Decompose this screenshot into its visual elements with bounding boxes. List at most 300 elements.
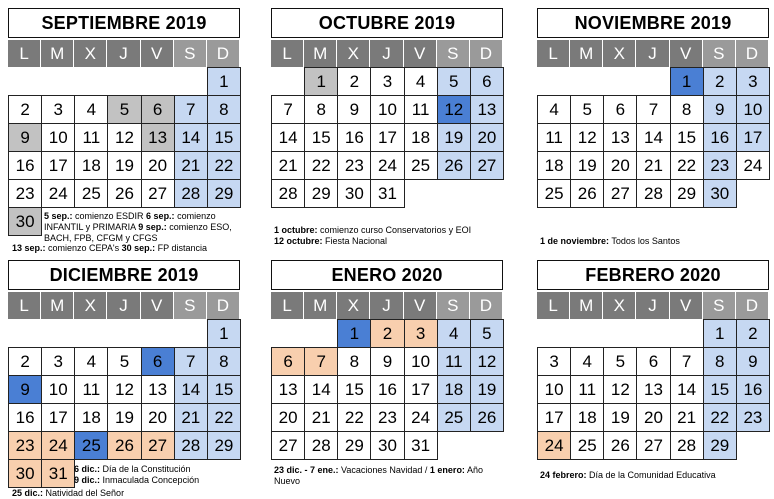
- month-title: NOVIEMBRE 2019: [537, 8, 769, 38]
- day-cell: 9: [337, 95, 371, 124]
- note-label: 1 octubre:: [274, 225, 318, 235]
- day-cell: 7: [670, 347, 704, 376]
- day-cell: 27: [141, 179, 175, 208]
- day-cell: 22: [207, 403, 241, 432]
- day-cell: 8: [670, 95, 704, 124]
- day-cell: 15: [703, 375, 737, 404]
- note-text: Día de la Comunidad Educativa: [586, 470, 716, 480]
- weekday-header: V: [141, 292, 174, 319]
- weekday-header: J: [370, 40, 403, 67]
- day-cell: 27: [470, 151, 504, 180]
- day-cell: 11: [570, 375, 604, 404]
- day-cell: 2: [370, 319, 404, 348]
- note-label: 13 sep.:: [12, 243, 46, 253]
- weekday-header: M: [570, 40, 603, 67]
- day-cell: 8: [703, 347, 737, 376]
- empty-cell: [141, 67, 175, 96]
- weekday-header: S: [703, 40, 736, 67]
- day-cell: 10: [736, 95, 770, 124]
- day-cell: 25: [404, 151, 438, 180]
- empty-cell: [271, 67, 305, 96]
- day-cell: 31: [370, 179, 404, 208]
- day-cell: 20: [271, 403, 305, 432]
- empty-cell: [8, 319, 42, 348]
- day-cell: 27: [636, 431, 670, 460]
- day-cell: 13: [603, 123, 637, 152]
- day-cell: 28: [636, 179, 670, 208]
- day-cell: 24: [41, 179, 75, 208]
- notes-diciembre: [74, 464, 244, 486]
- weekday-header: M: [304, 40, 337, 67]
- day-cell: 3: [537, 347, 571, 376]
- day-cell: 1: [703, 319, 737, 348]
- day-cell: 23: [8, 179, 42, 208]
- day-cell: 17: [41, 403, 75, 432]
- note-text: comienzo INFANTIL y PRIMARIA: [44, 211, 216, 232]
- day-cell: 5: [107, 347, 141, 376]
- day-cell: 20: [470, 123, 504, 152]
- day-cell: 9: [8, 123, 42, 152]
- day-cell: 9: [370, 347, 404, 376]
- day-cell: 12: [107, 123, 141, 152]
- day-cell: 2: [337, 67, 371, 96]
- weekday-header: D: [470, 292, 503, 319]
- empty-cell: [74, 67, 108, 96]
- day-cell: 3: [370, 67, 404, 96]
- note-label: 25 dic.:: [12, 488, 44, 498]
- empty-cell: [41, 319, 75, 348]
- note-label: 9 dic.:: [74, 475, 101, 485]
- note-text: comienzo curso Conservatorios y EOI: [317, 225, 472, 235]
- calendar-noviembre-2019: [537, 8, 769, 207]
- day-cell: 19: [437, 123, 471, 152]
- day-cell: 24: [41, 431, 75, 460]
- month-title: SEPTIEMBRE 2019: [8, 8, 240, 38]
- weekday-header: X: [603, 40, 636, 67]
- weekday-header: X: [337, 292, 370, 319]
- note-text: Natividad del Señor: [43, 488, 125, 498]
- day-cell: 21: [174, 403, 208, 432]
- weekday-header: L: [8, 292, 41, 319]
- day-cell: 3: [41, 95, 75, 124]
- note-label: 12 octubre:: [274, 236, 323, 246]
- notes-noviembre: [540, 236, 770, 247]
- day-cell: 10: [404, 347, 438, 376]
- day-cell: 4: [537, 95, 571, 124]
- day-cell: 17: [537, 403, 571, 432]
- note-label: 6 dic.:: [74, 464, 101, 474]
- weekday-header: L: [271, 40, 304, 67]
- day-cell: 28: [304, 431, 338, 460]
- day-cell: 6: [636, 347, 670, 376]
- day-cell: 30: [8, 459, 42, 488]
- day-grid: [8, 292, 240, 487]
- day-cell: 7: [174, 347, 208, 376]
- day-cell: 23: [8, 431, 42, 460]
- day-cell: 7: [174, 95, 208, 124]
- day-cell: 18: [437, 375, 471, 404]
- day-cell: 15: [337, 375, 371, 404]
- day-cell: 15: [304, 123, 338, 152]
- day-cell: 26: [570, 179, 604, 208]
- day-cell: 22: [304, 151, 338, 180]
- day-cell: 3: [736, 67, 770, 96]
- day-cell: 23: [703, 151, 737, 180]
- day-cell: 24: [736, 151, 770, 180]
- notes-diciembre-2: [12, 488, 212, 499]
- day-cell: 15: [207, 375, 241, 404]
- day-cell: 9: [8, 375, 42, 404]
- day-cell: 23: [337, 151, 371, 180]
- empty-cell: [570, 67, 604, 96]
- note-text: FP distancia: [155, 243, 208, 253]
- weekday-header: D: [207, 40, 240, 67]
- weekday-header: S: [703, 292, 736, 319]
- day-cell: 23: [370, 403, 404, 432]
- day-grid: [271, 40, 503, 207]
- note-text: comienzo ESDIR: [72, 211, 147, 221]
- calendar-octubre-2019: [271, 8, 503, 207]
- month-title: ENERO 2020: [271, 260, 503, 290]
- weekday-header: J: [107, 292, 140, 319]
- day-cell: 8: [337, 347, 371, 376]
- day-cell: 26: [470, 403, 504, 432]
- day-cell: 11: [74, 123, 108, 152]
- note-text: Día de la Constitución: [100, 464, 191, 474]
- day-cell: 26: [603, 431, 637, 460]
- day-cell: 14: [304, 375, 338, 404]
- weekday-header: D: [207, 292, 240, 319]
- day-cell: 17: [736, 123, 770, 152]
- note-label: 1 enero:: [429, 465, 465, 475]
- day-cell: 18: [74, 151, 108, 180]
- notes-octubre: [274, 225, 514, 247]
- day-cell: 11: [437, 347, 471, 376]
- weekday-header: V: [670, 292, 703, 319]
- weekday-header: S: [437, 40, 470, 67]
- day-cell: 7: [271, 95, 305, 124]
- day-cell: 26: [107, 431, 141, 460]
- empty-cell: [141, 319, 175, 348]
- month-title: DICIEMBRE 2019: [8, 260, 240, 290]
- weekday-header: L: [537, 292, 570, 319]
- day-cell: 15: [207, 123, 241, 152]
- day-cell: 16: [8, 403, 42, 432]
- note-label: 6 sep.:: [146, 211, 175, 221]
- weekday-header: V: [404, 40, 437, 67]
- day-cell: 22: [337, 403, 371, 432]
- note-text: Año Nuevo: [274, 465, 483, 486]
- day-cell: 10: [370, 95, 404, 124]
- day-cell: 5: [470, 319, 504, 348]
- weekday-header: X: [337, 40, 370, 67]
- day-cell: 16: [703, 123, 737, 152]
- day-cell: 20: [636, 403, 670, 432]
- day-cell: 30: [370, 431, 404, 460]
- day-cell: 1: [207, 67, 241, 96]
- day-cell: 17: [404, 375, 438, 404]
- day-cell: 14: [174, 123, 208, 152]
- day-cell: 10: [537, 375, 571, 404]
- empty-cell: [174, 67, 208, 96]
- day-cell: 7: [304, 347, 338, 376]
- note-label: 5 sep.:: [44, 211, 73, 221]
- day-cell: 5: [570, 95, 604, 124]
- day-cell: 4: [437, 319, 471, 348]
- note-text: Inmaculada Concepción: [100, 475, 200, 485]
- day-cell: 11: [74, 375, 108, 404]
- empty-cell: [636, 319, 670, 348]
- empty-cell: [8, 67, 42, 96]
- day-cell: 24: [404, 403, 438, 432]
- note-label: 24 febrero:: [540, 470, 587, 480]
- day-cell: 21: [670, 403, 704, 432]
- day-cell: 23: [736, 403, 770, 432]
- empty-cell: [537, 319, 571, 348]
- weekday-header: M: [570, 292, 603, 319]
- day-cell: 16: [736, 375, 770, 404]
- day-cell: 18: [570, 403, 604, 432]
- day-cell: 18: [537, 151, 571, 180]
- note-text: Fiesta Nacional: [322, 236, 388, 246]
- day-cell: 14: [670, 375, 704, 404]
- note-label: 23 dic. - 7 ene.:: [274, 465, 339, 475]
- day-cell: 9: [703, 95, 737, 124]
- day-cell: 13: [141, 375, 175, 404]
- weekday-header: D: [736, 292, 769, 319]
- weekday-header: M: [304, 292, 337, 319]
- day-cell: 18: [404, 123, 438, 152]
- day-cell: 20: [141, 403, 175, 432]
- day-cell: 1: [207, 319, 241, 348]
- weekday-header: J: [107, 40, 140, 67]
- day-cell: 17: [370, 123, 404, 152]
- day-cell: 19: [570, 151, 604, 180]
- notes-enero: [274, 465, 496, 487]
- day-cell: 24: [537, 431, 571, 460]
- day-cell: 6: [470, 67, 504, 96]
- day-cell: 10: [41, 123, 75, 152]
- day-cell: 7: [636, 95, 670, 124]
- empty-cell: [174, 319, 208, 348]
- day-cell: 12: [437, 95, 471, 124]
- weekday-header: L: [537, 40, 570, 67]
- empty-cell: [74, 319, 108, 348]
- day-cell: 5: [107, 95, 141, 124]
- empty-cell: [107, 319, 141, 348]
- day-cell: 29: [670, 179, 704, 208]
- day-cell: 20: [603, 151, 637, 180]
- day-cell: 20: [141, 151, 175, 180]
- note-text: Vacaciones Navidad /: [338, 465, 430, 475]
- day-cell: 18: [74, 403, 108, 432]
- day-cell: 30: [337, 179, 371, 208]
- day-cell: 28: [271, 179, 305, 208]
- weekday-header: D: [470, 40, 503, 67]
- empty-cell: [271, 319, 305, 348]
- month-title: FEBRERO 2020: [537, 260, 769, 290]
- day-cell: 25: [570, 431, 604, 460]
- day-cell: 13: [636, 375, 670, 404]
- day-cell: 2: [703, 67, 737, 96]
- day-cell: 19: [603, 403, 637, 432]
- day-cell: 24: [370, 151, 404, 180]
- empty-cell: [670, 319, 704, 348]
- weekday-header: L: [8, 40, 41, 67]
- weekday-header: L: [271, 292, 304, 319]
- day-cell: 3: [404, 319, 438, 348]
- weekday-header: J: [370, 292, 403, 319]
- day-cell: 31: [404, 431, 438, 460]
- day-cell: 28: [174, 179, 208, 208]
- weekday-header: J: [636, 40, 669, 67]
- day-cell: 22: [703, 403, 737, 432]
- empty-cell: [603, 319, 637, 348]
- calendar-enero-2020: [271, 260, 503, 459]
- note-text: comienzo CEPA's: [45, 243, 122, 253]
- day-cell: 25: [437, 403, 471, 432]
- day-cell: 29: [207, 179, 241, 208]
- empty-cell: [41, 67, 75, 96]
- day-cell: 6: [603, 95, 637, 124]
- empty-cell: [537, 67, 571, 96]
- day-cell: 12: [603, 375, 637, 404]
- day-cell: 21: [636, 151, 670, 180]
- day-cell: 6: [271, 347, 305, 376]
- day-cell: 25: [74, 179, 108, 208]
- weekday-header: V: [141, 40, 174, 67]
- day-cell: 19: [107, 151, 141, 180]
- day-grid: [271, 292, 503, 459]
- day-cell: 4: [74, 95, 108, 124]
- empty-cell: [304, 319, 338, 348]
- day-cell: 8: [207, 95, 241, 124]
- day-cell: 26: [437, 151, 471, 180]
- notes-febrero: [540, 470, 770, 481]
- day-cell: 25: [74, 431, 108, 460]
- note-text: comienzo ESO, BACH, FPB, CFGM y CFGS: [44, 222, 232, 243]
- calendar-diciembre-2019: [8, 260, 240, 487]
- weekday-header: V: [670, 40, 703, 67]
- empty-cell: [636, 67, 670, 96]
- day-cell: 2: [8, 347, 42, 376]
- day-cell: 19: [107, 403, 141, 432]
- empty-cell: [107, 67, 141, 96]
- day-cell: 13: [271, 375, 305, 404]
- day-cell: 4: [404, 67, 438, 96]
- weekday-header: M: [41, 40, 74, 67]
- day-cell: 25: [537, 179, 571, 208]
- day-cell: 28: [174, 431, 208, 460]
- day-cell: 14: [174, 375, 208, 404]
- day-cell: 27: [271, 431, 305, 460]
- day-cell: 12: [570, 123, 604, 152]
- day-cell: 4: [570, 347, 604, 376]
- day-cell: 3: [41, 347, 75, 376]
- day-cell: 4: [74, 347, 108, 376]
- day-cell: 11: [404, 95, 438, 124]
- weekday-header: X: [603, 292, 636, 319]
- weekday-header: M: [41, 292, 74, 319]
- day-cell: 29: [207, 431, 241, 460]
- day-cell: 13: [141, 123, 175, 152]
- day-cell: 1: [304, 67, 338, 96]
- day-cell: 16: [337, 123, 371, 152]
- day-cell: 26: [107, 179, 141, 208]
- weekday-header: D: [736, 40, 769, 67]
- weekday-header: X: [74, 40, 107, 67]
- day-cell: 27: [603, 179, 637, 208]
- day-cell: 30: [8, 207, 42, 236]
- day-cell: 29: [337, 431, 371, 460]
- calendar-septiembre-2019: [8, 8, 240, 235]
- day-cell: 9: [736, 347, 770, 376]
- day-cell: 12: [107, 375, 141, 404]
- day-cell: 27: [141, 431, 175, 460]
- weekday-header: S: [174, 292, 207, 319]
- day-cell: 12: [470, 347, 504, 376]
- day-cell: 28: [670, 431, 704, 460]
- day-cell: 8: [304, 95, 338, 124]
- day-cell: 2: [8, 95, 42, 124]
- weekday-header: V: [404, 292, 437, 319]
- day-cell: 6: [141, 95, 175, 124]
- weekday-header: X: [74, 292, 107, 319]
- day-cell: 21: [304, 403, 338, 432]
- day-cell: 11: [537, 123, 571, 152]
- day-cell: 22: [670, 151, 704, 180]
- weekday-header: S: [174, 40, 207, 67]
- month-title: OCTUBRE 2019: [271, 8, 503, 38]
- day-cell: 14: [271, 123, 305, 152]
- day-cell: 16: [370, 375, 404, 404]
- day-cell: 10: [41, 375, 75, 404]
- day-grid: [537, 40, 769, 207]
- day-cell: 31: [41, 459, 75, 488]
- day-cell: 17: [41, 151, 75, 180]
- day-cell: 8: [207, 347, 241, 376]
- notes-septiembre-2: [12, 243, 252, 254]
- day-grid: [8, 40, 240, 235]
- day-cell: 5: [437, 67, 471, 96]
- calendar-febrero-2020: [537, 260, 769, 459]
- day-cell: 16: [8, 151, 42, 180]
- day-cell: 19: [470, 375, 504, 404]
- weekday-header: S: [437, 292, 470, 319]
- day-cell: 22: [207, 151, 241, 180]
- day-cell: 14: [636, 123, 670, 152]
- day-cell: 29: [304, 179, 338, 208]
- day-cell: 6: [141, 347, 175, 376]
- day-cell: 2: [736, 319, 770, 348]
- notes-septiembre: [44, 211, 240, 244]
- empty-cell: [603, 67, 637, 96]
- note-label: 30 sep.:: [121, 243, 156, 253]
- day-grid: [537, 292, 769, 459]
- day-cell: 5: [603, 347, 637, 376]
- day-cell: 13: [470, 95, 504, 124]
- day-cell: 15: [670, 123, 704, 152]
- weekday-header: J: [636, 292, 669, 319]
- day-cell: 21: [271, 151, 305, 180]
- day-cell: 1: [337, 319, 371, 348]
- day-cell: 30: [703, 179, 737, 208]
- note-label: 1 de noviembre:: [540, 236, 610, 246]
- note-text: Todos los Santos: [609, 236, 680, 246]
- day-cell: 1: [670, 67, 704, 96]
- day-cell: 29: [703, 431, 737, 460]
- empty-cell: [570, 319, 604, 348]
